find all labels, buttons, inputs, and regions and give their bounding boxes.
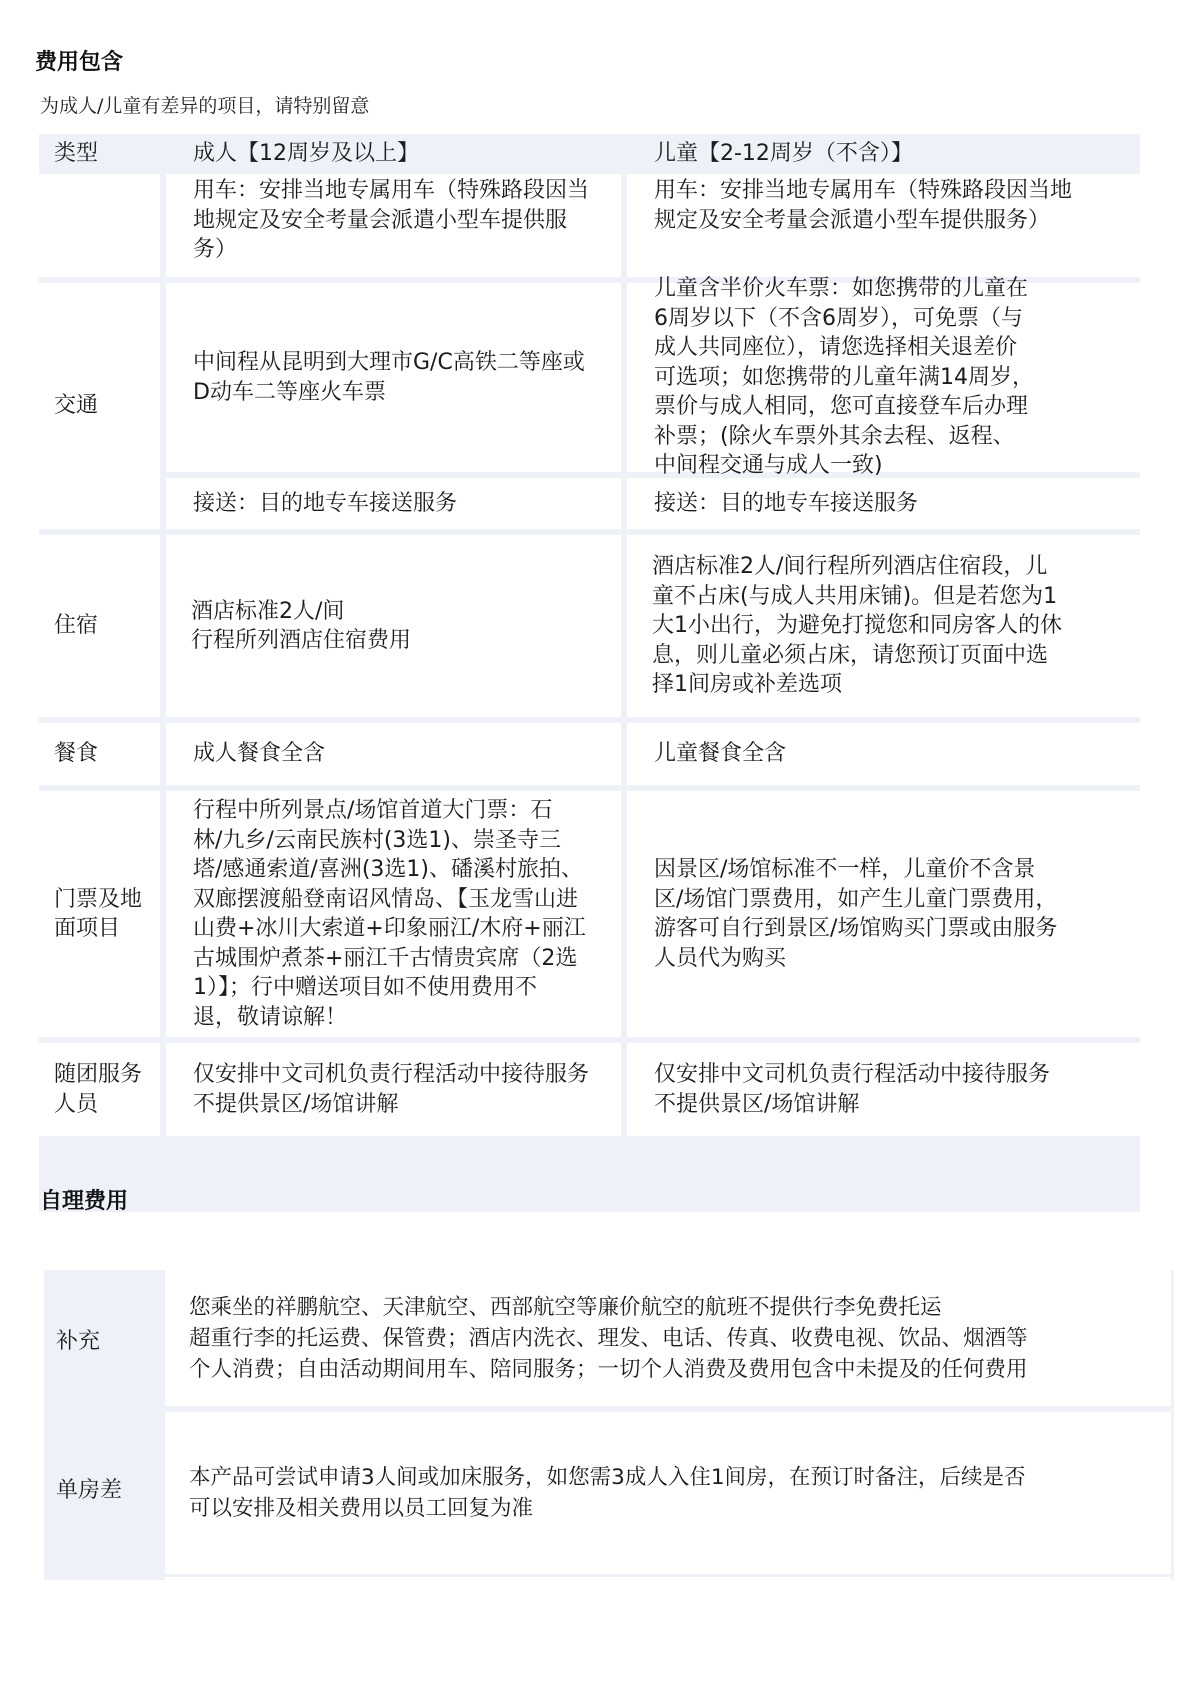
supplement-text: 您乘坐的祥鹏航空、天津航空、西部航空等廉价航空的航班不提供行李免费托运 超重行李的托运费、保管费；酒店内洗衣、理发、电话、传真、收费电视、饮品、烟酒等 个人消费；自由活动期间用车、陪同服务；一切个人消费及费用包含中未提及的任何费用 [189, 1294, 1028, 1382]
section-subtitle: 为成人/儿童有差异的项目，请特别留意 [40, 95, 370, 117]
self-paid-row-label-single-room: 单房差 [56, 1478, 123, 1503]
transport-adult-text: 中间程从昆明到大理市G/C高铁二等座或 D动车二等座火车票 [193, 350, 585, 405]
fees-included-table [39, 134, 1140, 1212]
table-header-child [627, 134, 1140, 168]
self-paid-label-column [44, 1270, 165, 1580]
self-paid-row-label-supplement: 补充 [56, 1329, 101, 1354]
table-row-tickets-child [627, 791, 1140, 1037]
section-title-self-paid: 自理费用 [40, 1189, 129, 1214]
table-row-tickets-type [39, 791, 160, 1037]
table-row-transfer-child [627, 478, 1140, 529]
header-child-label: 儿童【2-12周岁（不含）】 [654, 141, 913, 166]
section-title-fees-included: 费用包含 [35, 50, 124, 75]
table-row-lodging-child [627, 535, 1140, 717]
row-type-label: 交通 [54, 393, 99, 419]
table-row-vehicle-adult [166, 174, 621, 277]
self-paid-table [44, 1270, 1174, 1580]
staff-child-text: 仅安排中文司机负责行程活动中接待服务 不提供景区/场馆讲解 [654, 1062, 1051, 1117]
table-row-lodging-type [39, 535, 160, 717]
row-type-label: 住宿 [54, 613, 99, 639]
meals-child-text: 儿童餐食全含 [654, 741, 787, 767]
transfer-child-text: 接送：目的地专车接送服务 [654, 490, 919, 516]
table-header-type [39, 134, 160, 168]
table-border-right [1171, 1270, 1174, 1580]
single-room-text: 本产品可尝试申请3人间或加床服务，如您需3成人入住1间房，在预订时备注，后续是否 可以安排及相关费用以员工回复为准 [189, 1465, 1026, 1521]
row-type-label: 门票及地 面项目 [54, 886, 143, 941]
table-row-transport-adult [166, 283, 621, 472]
staff-adult-text: 仅安排中文司机负责行程活动中接待服务 不提供景区/场馆讲解 [193, 1062, 590, 1117]
header-adult-label: 成人【12周岁及以上】 [193, 141, 419, 166]
row-type-label: 餐食 [54, 741, 99, 767]
table-header-adult [166, 134, 621, 168]
table-row-staff-type [39, 1043, 160, 1136]
lodging-child-text: 酒店标准2人/间行程所列酒店住宿段，儿 童不占床(与成人共用床铺)。但是若您为1 大1小出行，为避免打搅您和同房客人的休 息，则儿童必须占床，请您预订页面中选 择1间房或补差选项 [652, 554, 1062, 698]
table-row-meals-adult [166, 723, 621, 785]
table-row-transport-type [39, 283, 160, 529]
table-row-staff-adult [166, 1043, 621, 1136]
table-row-transfer-adult [166, 478, 621, 529]
lodging-adult-text: 酒店标准2人/间 行程所列酒店住宿费用 [191, 598, 412, 653]
table-row-vehicle-type [39, 174, 160, 277]
table-border-bottom [165, 1574, 1174, 1577]
transfer-adult-text: 接送：目的地专车接送服务 [193, 490, 458, 516]
row-type-label: 随团服务 人员 [54, 1062, 143, 1117]
self-paid-row-content-single-room [165, 1412, 1165, 1574]
header-type-label: 类型 [54, 141, 99, 166]
tickets-child-text: 因景区/场馆标准不一样，儿童价不含景 区/场馆门票费用，如产生儿童门票费用， 游客可自行到景区/场馆购买门票或由服务 人员代为购买 [654, 857, 1058, 971]
vehicle-adult-text: 用车：安排当地专属用车（特殊路段因当 地规定及安全考量会派遣小型车提供服 务） [193, 178, 590, 262]
table-row-lodging-adult [166, 535, 621, 717]
table-row-meals-type [39, 723, 160, 785]
vehicle-child-text: 用车：安排当地专属用车（特殊路段因当地 规定及安全考量会派遣小型车提供服务） [654, 178, 1073, 233]
table-row-meals-child [627, 723, 1140, 785]
table-row-staff-child [627, 1043, 1140, 1136]
self-paid-row-content-supplement [165, 1270, 1165, 1406]
tickets-adult-text: 行程中所列景点/场馆首道大门票：石 林/九乡/云南民族村(3选1)、崇圣寺三 塔/感通索道/喜洲(3选1)、磻溪村旅拍、 双廊摆渡船登南诏风情岛、【玉龙雪山进 山费+冰川大索道+印象丽江/木府+丽江 古城围炉煮茶+丽江千古情贵宾席（2选 1）】；行中赠送项目如不使用费用不 退，敬请谅解！ [193, 798, 586, 1030]
table-row-tickets-adult [166, 791, 621, 1037]
meals-adult-text: 成人餐食全含 [193, 741, 326, 767]
transport-child-text: 儿童含半价火车票：如您携带的儿童在 6周岁以下（不含6周岁），可免票（与 成人共同座位），请您选择相关退差价 可选项；如您携带的儿童年满14周岁， 票价与成人相同，您可直接登车后办理 补票；(除火车票外其余去程、返程、 中间程交通与成人一致) [654, 276, 1034, 479]
table-row-transport-child [627, 276, 1140, 479]
table-row-vehicle-child [627, 174, 1140, 277]
